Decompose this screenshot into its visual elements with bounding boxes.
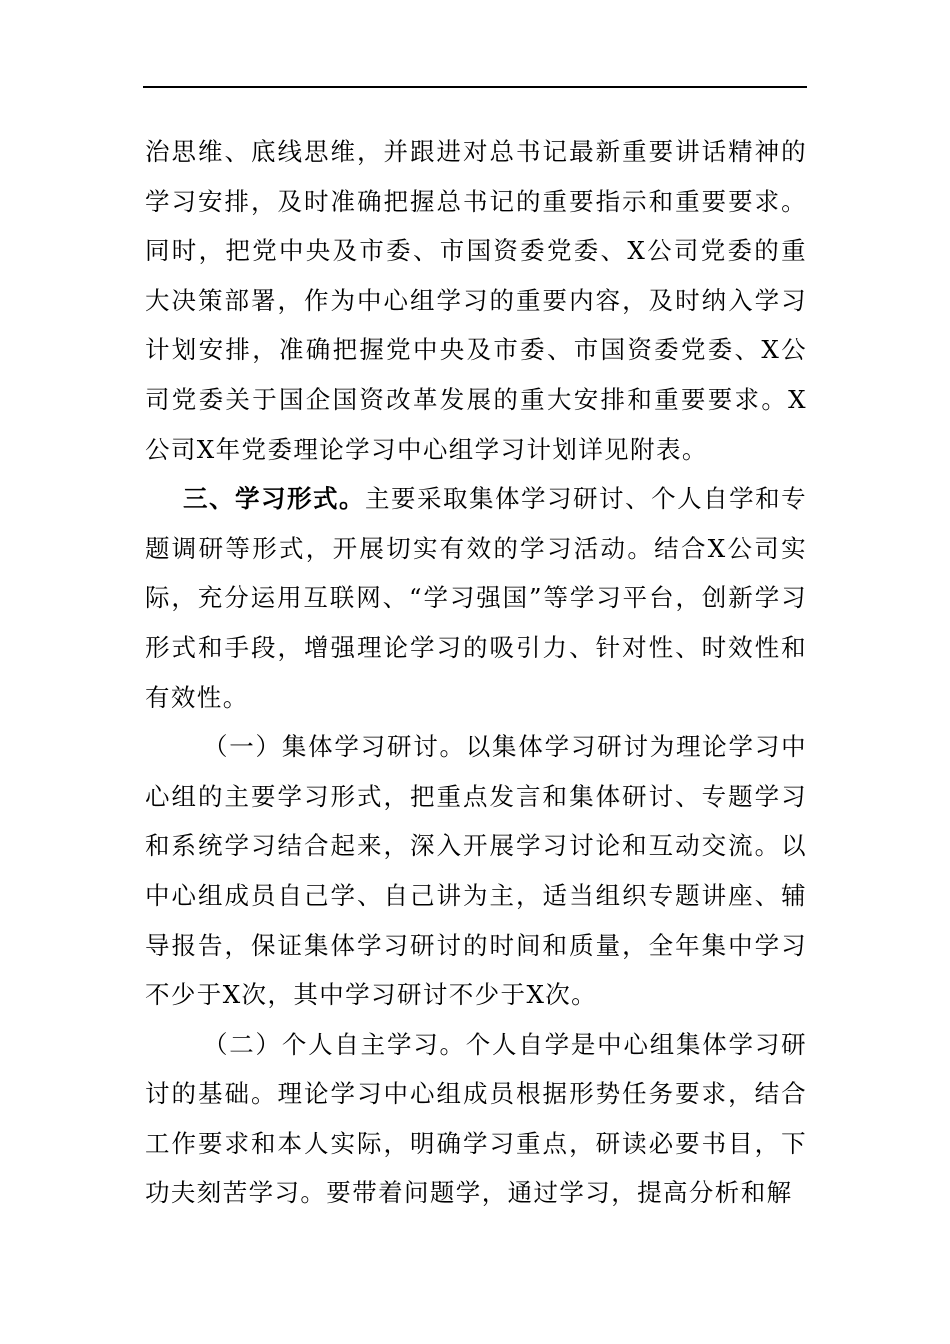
- paragraph-text: 主要采取集体学习研讨、个人自学和专题调研等形式，开展切实有效的学习活动。结合X公司实际，充分运用互联网、“学习强国”等学习平台，创新学习形式和手段，增强理论学习的吸引力、针对性、时效性和有效性。: [145, 484, 807, 712]
- paragraph-text: 个人自学是中心组集体学习研讨的基础。理论学习中心组成员根据形势任务要求，结合工作要求和本人实际，明确学习重点，研读必要书目，下功夫刻苦学习。要带着问题学，通过学习，提高分析和解: [145, 1029, 808, 1208]
- subsection-heading: （一）集体学习研讨。: [203, 732, 466, 762]
- paragraph-learning-forms: [145, 474, 807, 722]
- paragraph-text: 治思维、底线思维，并跟进对总书记最新重要讲话精神的学习安排，及时准确把握总书记的重要指示和重要要求。同时，把党中央及市委、市国资委党委、X公司党委的重大决策部署，作为中心组学习的重要内容，及时纳入学习计划安排，准确把握党中央及市委、市国资委党委、X公司党委关于国企国资改革发展的重大安排和重要要求。X公司X年党委理论学习中心组学习计划详见附表。: [145, 137, 807, 464]
- document-body: [145, 127, 807, 1218]
- paragraph-text: 以集体学习研讨为理论学习中心组的主要学习形式，把重点发言和集体研讨、专题学习和系统学习结合起来，深入开展学习讨论和互动交流。以中心组成员自己学、自己讲为主，适当组织专题讲座、辅导报告，保证集体学习研讨的时间和质量，全年集中学习不少于X次，其中学习研讨不少于X次。: [145, 732, 808, 1010]
- subsection-heading: （二）个人自主学习。: [203, 1029, 466, 1059]
- paragraph-collective-study: [145, 722, 807, 1020]
- section-heading: 三、学习形式。: [183, 484, 366, 514]
- paragraph-individual-study: [145, 1020, 807, 1218]
- header-rule: [143, 86, 807, 88]
- paragraph-continuation: [145, 127, 807, 474]
